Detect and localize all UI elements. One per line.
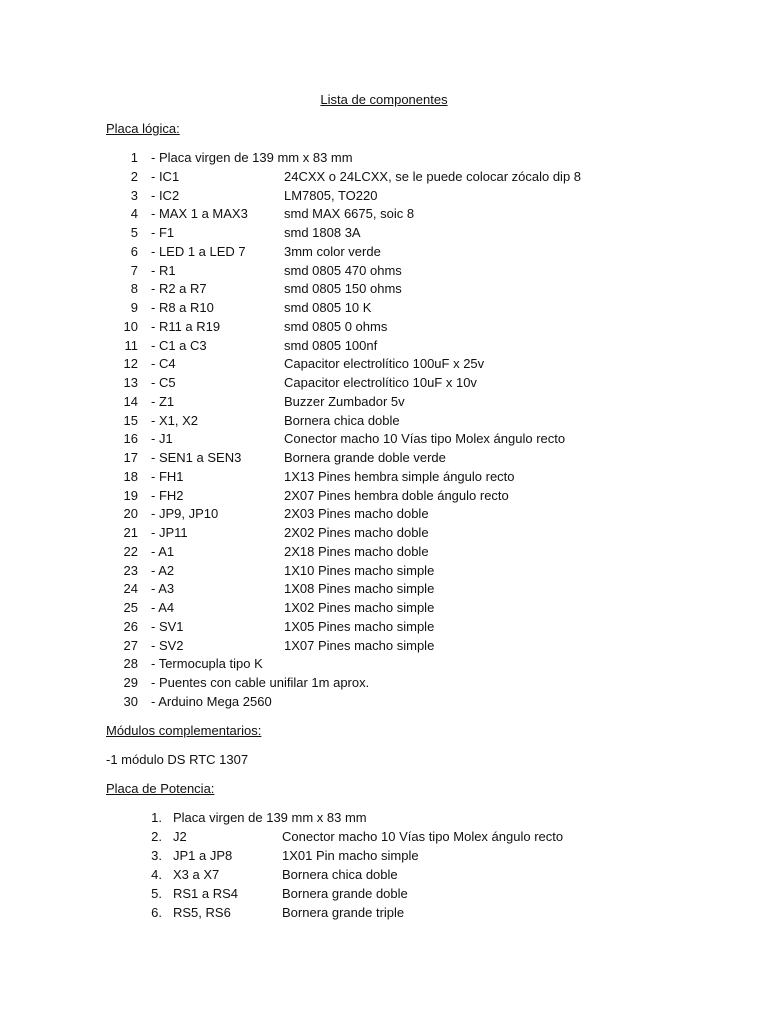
list-item-name: - Puentes con cable unifilar 1m aprox. — [151, 675, 370, 690]
list-item-desc: smd 0805 150 ohms — [284, 281, 402, 297]
list-item-desc: 1X08 Pines macho simple — [284, 581, 435, 597]
list-item — [0, 149, 768, 168]
list-item-num: 7 — [130, 262, 138, 278]
list-item — [0, 808, 768, 827]
list-item-name: - JP9, JP10 — [151, 506, 219, 522]
list-item-num: 24 — [123, 581, 138, 597]
list-item-desc: Capacitor electrolítico 100uF x 25v — [284, 356, 485, 372]
list-item-name: - F1 — [151, 225, 175, 240]
list-item-num: 16 — [123, 431, 138, 447]
list-item — [0, 187, 768, 206]
list-item — [0, 562, 768, 581]
list-item-num: 5 — [130, 225, 138, 240]
list-item-desc: Bornera grande doble — [282, 886, 408, 901]
list-item-name: - JP11 — [151, 525, 188, 540]
list-item-desc: 2X07 Pines hembra doble ángulo recto — [284, 487, 509, 503]
list-item-desc: Conector macho 10 Vías tipo Molex ángulo recto — [282, 829, 564, 844]
list-item-num: 10 — [123, 318, 138, 334]
list-item-num: 5. — [151, 886, 162, 901]
list-item-num: 28 — [123, 656, 138, 672]
list-item-num: 20 — [123, 506, 138, 522]
list-item — [0, 618, 768, 637]
list-item — [0, 543, 768, 562]
list-item-name: - C1 a C3 — [151, 337, 207, 353]
list-item-desc: Bornera grande triple — [282, 905, 405, 920]
list-item-num: 1. — [151, 810, 162, 825]
list-item-name: - Placa virgen de 139 mm x 83 mm — [151, 150, 353, 165]
list-item-name: RS5, RS6 — [173, 905, 231, 920]
list-item — [0, 262, 768, 281]
list-item-desc: LM7805, TO220 — [284, 187, 378, 203]
list-item-desc: smd 1808 3A — [284, 225, 361, 240]
list-item-name: RS1 a RS4 — [173, 886, 239, 901]
list-item — [0, 865, 768, 884]
list-item-desc: 1X10 Pines macho simple — [284, 562, 435, 578]
list-item-num: 13 — [123, 375, 138, 390]
list-item-name: - J1 — [151, 431, 173, 447]
list-item-name: - IC2 — [151, 187, 180, 203]
list-item-name: - X1, X2 — [151, 412, 198, 428]
list-item-num: 3. — [151, 848, 162, 863]
list-item-name: - A4 — [151, 600, 175, 615]
list-item — [0, 674, 768, 693]
list-item-desc: 2X18 Pines macho doble — [284, 543, 429, 559]
list-item-name: - LED 1 a LED 7 — [151, 243, 246, 259]
list-item-name: - Arduino Mega 2560 — [151, 693, 272, 709]
list-item — [0, 655, 768, 674]
list-item-num: 2 — [130, 168, 138, 184]
list-item-name: - IC1 — [151, 168, 180, 184]
power-board-heading: Placa de Potencia: — [106, 781, 215, 796]
list-item-num: 15 — [123, 412, 138, 428]
list-item — [0, 299, 768, 318]
list-item-num: 14 — [123, 393, 138, 409]
list-item — [0, 355, 768, 374]
list-item-name: - Z1 — [151, 393, 175, 409]
list-item — [0, 637, 768, 656]
list-item-num: 18 — [123, 468, 138, 484]
list-item — [0, 412, 768, 431]
list-item-desc: 1X05 Pines macho simple — [284, 618, 435, 634]
list-item-name: - A2 — [151, 562, 175, 578]
list-item — [0, 599, 768, 618]
list-item — [0, 337, 768, 356]
list-item — [0, 846, 768, 865]
list-item-name: - SV2 — [151, 637, 184, 653]
modules-heading: Módulos complementarios: — [106, 723, 262, 738]
list-item-num: 29 — [123, 675, 138, 690]
list-item — [0, 449, 768, 468]
list-item-num: 19 — [123, 487, 138, 503]
list-item-num: 6 — [130, 243, 138, 259]
list-item — [0, 468, 768, 487]
list-item-name: JP1 a JP8 — [173, 848, 233, 863]
list-item-name: - R2 a R7 — [151, 281, 207, 297]
list-item-desc: 1X07 Pines macho simple — [284, 637, 435, 653]
list-item-desc: Buzzer Zumbador 5v — [284, 393, 405, 409]
list-item-num: 27 — [123, 637, 138, 653]
list-item-num: 1 — [130, 150, 138, 165]
list-item-desc: Bornera grande doble verde — [284, 450, 446, 465]
list-item-num: 3 — [130, 187, 138, 203]
list-item-name: - SV1 — [151, 618, 184, 634]
list-item — [0, 224, 768, 243]
list-item-name: - MAX 1 a MAX3 — [151, 206, 248, 222]
list-item-num: 11 — [124, 337, 138, 353]
list-item — [0, 280, 768, 299]
list-item — [0, 168, 768, 187]
page-title: Lista de componentes — [320, 92, 448, 107]
list-item-name: - SEN1 a SEN3 — [151, 450, 242, 465]
list-item-num: 25 — [123, 600, 138, 615]
list-item-desc: Bornera chica doble — [284, 412, 400, 428]
list-item-desc: Conector macho 10 Vías tipo Molex ángulo recto — [284, 431, 566, 447]
list-item — [0, 205, 768, 224]
list-item-desc: Bornera chica doble — [282, 867, 398, 882]
list-item — [0, 693, 768, 712]
list-item-num: 17 — [123, 450, 138, 465]
logic-board-heading: Placa lógica: — [106, 121, 180, 136]
list-item — [0, 827, 768, 846]
list-item-name: - A1 — [151, 543, 175, 559]
list-item — [0, 374, 768, 393]
power-board-list — [0, 808, 768, 922]
list-item-desc: 1X02 Pines macho simple — [284, 600, 435, 615]
list-item-desc: 2X02 Pines macho doble — [284, 525, 429, 540]
list-item-name: - Termocupla tipo K — [151, 656, 263, 672]
list-item-desc: smd 0805 470 ohms — [284, 262, 402, 278]
list-item — [0, 487, 768, 506]
list-item-name: - C4 — [151, 356, 176, 372]
list-item-num: 30 — [123, 693, 138, 709]
modules-text: -1 módulo DS RTC 1307 — [106, 752, 249, 767]
list-item-desc: 3mm color verde — [284, 243, 381, 259]
list-item — [0, 505, 768, 524]
list-item-name: - R11 a R19 — [151, 318, 221, 334]
list-item-num: 4. — [151, 867, 162, 882]
list-item-desc: smd 0805 0 ohms — [284, 318, 388, 334]
list-item-num: 21 — [123, 525, 138, 540]
list-item-name: X3 a X7 — [173, 867, 220, 882]
list-item — [0, 243, 768, 262]
list-item-num: 23 — [123, 562, 138, 578]
list-item-desc: 1X01 Pin macho simple — [282, 848, 419, 863]
list-item-desc: smd 0805 10 K — [284, 300, 372, 315]
list-item-num: 2. — [151, 829, 162, 844]
list-item-desc: 1X13 Pines hembra simple ángulo recto — [284, 468, 515, 484]
list-item — [0, 903, 768, 922]
list-item — [0, 430, 768, 449]
list-item-num: 12 — [123, 356, 138, 372]
list-item-desc: 2X03 Pines macho doble — [284, 506, 429, 522]
list-item-desc: smd 0805 100nf — [284, 337, 378, 353]
list-item — [0, 524, 768, 543]
list-item-name: J2 — [173, 829, 187, 844]
list-item-name: - A3 — [151, 581, 175, 597]
list-item-name: - FH2 — [151, 487, 184, 503]
list-item-name: - C5 — [151, 375, 176, 390]
list-item-desc: 24CXX o 24LCXX, se le puede colocar zócalo dip 8 — [284, 168, 582, 184]
list-item — [0, 393, 768, 412]
list-item-num: 9 — [130, 300, 138, 315]
list-item-name: - R1 — [151, 262, 176, 278]
list-item-num: 26 — [123, 618, 138, 634]
list-item-num: 22 — [123, 543, 138, 559]
list-item — [0, 318, 768, 337]
list-item — [0, 580, 768, 599]
list-item-num: 6. — [151, 905, 162, 920]
list-item-name: - FH1 — [151, 468, 184, 484]
list-item-num: 4 — [130, 206, 138, 222]
list-item-desc: smd MAX 6675, soic 8 — [284, 206, 415, 222]
list-item-name: - R8 a R10 — [151, 300, 214, 315]
logic-board-list — [0, 149, 768, 712]
list-item-num: 8 — [130, 281, 138, 297]
list-item — [0, 884, 768, 903]
list-item-desc: Capacitor electrolítico 10uF x 10v — [284, 375, 477, 390]
list-item-name: Placa virgen de 139 mm x 83 mm — [173, 810, 367, 825]
